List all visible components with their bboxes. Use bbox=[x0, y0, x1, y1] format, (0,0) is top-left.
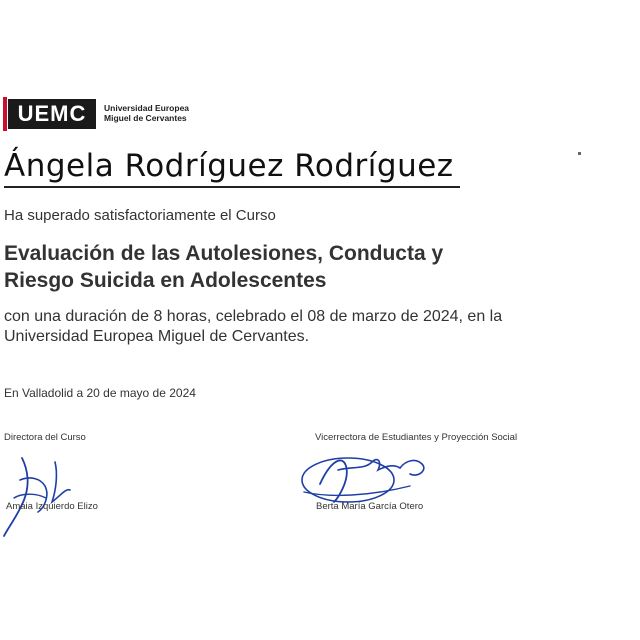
course-details-line1: con una duración de 8 horas, celebrado el 08 de marzo de 2024, en la bbox=[4, 308, 503, 325]
place-date: En Valladolid a 20 de mayo de 2024 bbox=[4, 386, 196, 400]
course-title-line1: Evaluación de las Autolesiones, Conducta y bbox=[4, 242, 444, 265]
course-details bbox=[4, 307, 564, 347]
university-name bbox=[104, 103, 189, 123]
left-signer-name: Amaia Izquierdo Elizo bbox=[6, 501, 98, 512]
left-signer-role: Directora del Curso bbox=[4, 432, 86, 443]
course-title-line2: Riesgo Suicida en Adolescentes bbox=[4, 269, 327, 292]
university-name-line1: Universidad Europea bbox=[104, 103, 190, 113]
course-title bbox=[4, 240, 524, 294]
name-underline bbox=[4, 186, 460, 188]
right-signer-role: Vicerrectora de Estudiantes y Proyección Social bbox=[315, 432, 518, 443]
recipient-name: Ángela Rodríguez Rodríguez bbox=[4, 148, 454, 184]
right-signer-name: Berta María García Otero bbox=[316, 501, 424, 512]
logo-accent-bar bbox=[3, 97, 7, 131]
decorative-dot bbox=[578, 152, 581, 155]
uemc-logo: UEMC bbox=[8, 99, 96, 129]
university-name-line2: Miguel de Cervantes bbox=[104, 113, 187, 123]
left-signature bbox=[0, 440, 110, 540]
course-details-line2: Universidad Europea Miguel de Cervantes. bbox=[4, 328, 310, 345]
intro-text: Ha superado satisfactoriamente el Curso bbox=[4, 207, 276, 224]
